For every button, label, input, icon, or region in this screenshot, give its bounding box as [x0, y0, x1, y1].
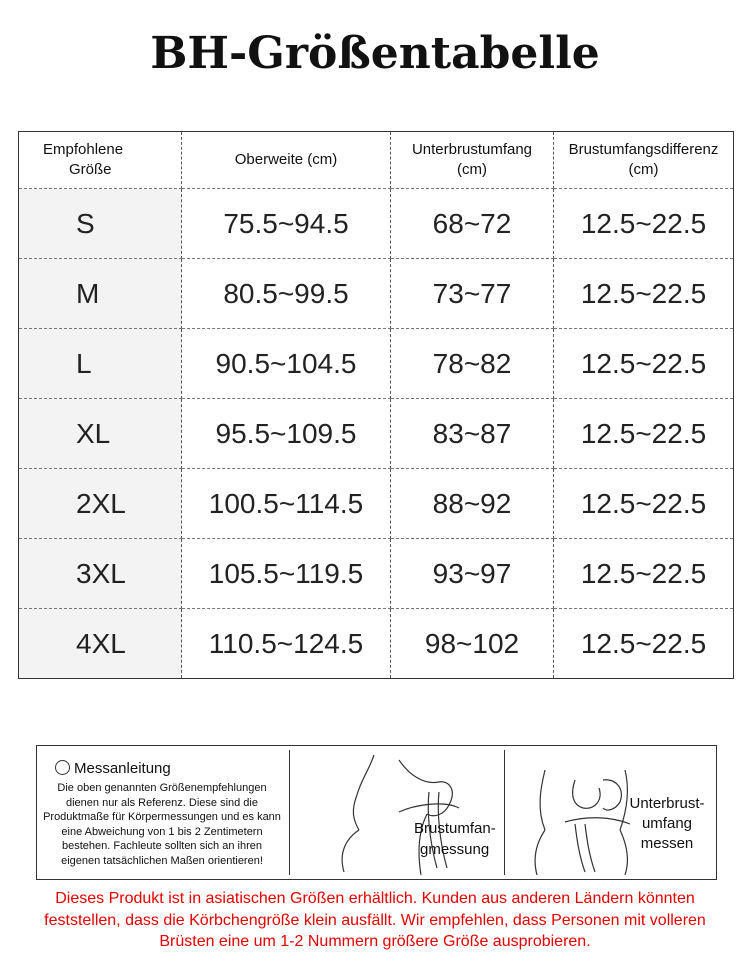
underbust-cell: 78~82 — [391, 329, 554, 399]
underbust-cell: 88~92 — [391, 469, 554, 539]
difference-cell: 12.5~22.5 — [554, 539, 734, 609]
underbust-cell: 83~87 — [391, 399, 554, 469]
table-row — [19, 539, 734, 609]
circle-icon — [55, 760, 70, 775]
size-cell: L — [19, 329, 182, 399]
difference-cell: 12.5~22.5 — [554, 259, 734, 329]
difference-cell: 12.5~22.5 — [554, 609, 734, 679]
table-row — [19, 259, 734, 329]
underbust-measurement-label: Unterbrust- umfang messen — [629, 795, 705, 852]
size-cell: 3XL — [19, 539, 182, 609]
header-size: Empfohlene Größe — [19, 132, 182, 189]
difference-cell: 12.5~22.5 — [554, 469, 734, 539]
underbust-cell: 93~97 — [391, 539, 554, 609]
bust-cell: 105.5~119.5 — [182, 539, 391, 609]
difference-cell: 12.5~22.5 — [554, 399, 734, 469]
underbust-cell: 68~72 — [391, 189, 554, 259]
guide-text: Die oben genannten Größenempfehlungen dienen nur als Referenz. Diese sind die Produktmaße für Körpermessungen und es kann eine Abweichung von 1 bis 2 Zentimetern bestehen. Fachleute sollten sich an ihren eigenen tatsächlichen Maßen orientieren! — [43, 782, 281, 867]
size-cell: XL — [19, 399, 182, 469]
header-bust: Oberweite (cm) — [182, 132, 391, 189]
size-cell: 4XL — [19, 609, 182, 679]
size-cell: 2XL — [19, 469, 182, 539]
underbust-cell: 73~77 — [391, 259, 554, 329]
header-difference: Brustumfangsdifferenz (cm) — [554, 132, 734, 189]
table-row — [19, 189, 734, 259]
guide-heading: Messanleitung — [55, 760, 171, 777]
table-row — [19, 469, 734, 539]
table-header-row — [19, 132, 734, 189]
bust-cell: 110.5~124.5 — [182, 609, 391, 679]
header-underbust: Unterbrustumfang (cm) — [391, 132, 554, 189]
underbust-cell: 98~102 — [391, 609, 554, 679]
size-cell: S — [19, 189, 182, 259]
guide-instructions — [37, 746, 289, 879]
bust-cell: 80.5~99.5 — [182, 259, 391, 329]
table-row — [19, 399, 734, 469]
bust-cell: 100.5~114.5 — [182, 469, 391, 539]
difference-cell: 12.5~22.5 — [554, 329, 734, 399]
bust-cell: 90.5~104.5 — [182, 329, 391, 399]
table-row — [19, 609, 734, 679]
bust-cell: 75.5~94.5 — [182, 189, 391, 259]
measurement-guide — [36, 745, 717, 880]
page-title: BH-Größentabelle — [150, 28, 600, 79]
difference-cell: 12.5~22.5 — [554, 189, 734, 259]
size-table — [18, 131, 734, 679]
bust-cell: 95.5~109.5 — [182, 399, 391, 469]
divider — [504, 750, 505, 875]
size-note: Dieses Produkt ist in asiatischen Größen erhältlich. Kunden aus anderen Ländern könnten feststellen, dass die Körbchengröße klein ausfällt. Wir empfehlen, dass Personen mit volleren Brüsten eine um 1-2 Nummern größere Größe ausprobieren. — [44, 890, 706, 950]
divider — [289, 750, 290, 875]
table-row — [19, 329, 734, 399]
bust-measurement-label: Brustumfan- gmessung — [414, 820, 496, 858]
size-cell: M — [19, 259, 182, 329]
